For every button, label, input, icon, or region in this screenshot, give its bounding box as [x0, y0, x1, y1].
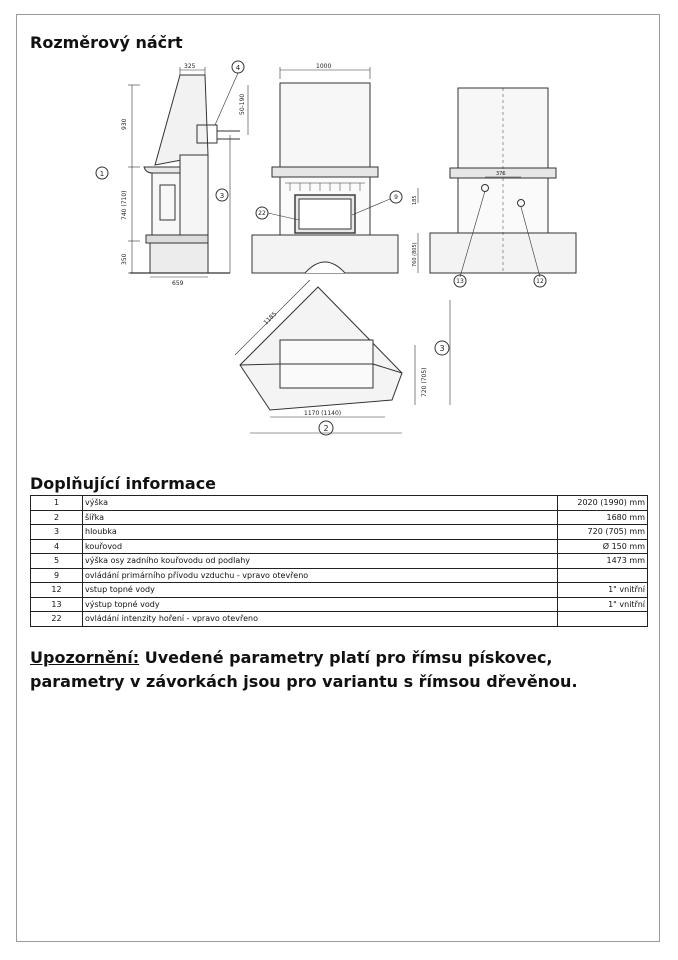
callout-3b: 3: [439, 344, 445, 353]
row-value: 2020 (1990) mm: [558, 496, 648, 511]
dim-720: 720 (705): [421, 367, 428, 397]
row-description: hloubka: [83, 525, 558, 540]
table-row: [31, 597, 648, 612]
dim-659: 659: [172, 280, 184, 287]
row-number: 2: [31, 510, 83, 525]
table-row: [31, 496, 648, 511]
sketch-heading: Rozměrový náčrt: [30, 33, 183, 52]
row-number: 4: [31, 539, 83, 554]
dim-185: 185: [412, 195, 418, 205]
dim-350: 350: [121, 253, 128, 265]
row-description: ovládání primárního přívodu vzduchu - vpravo otevřeno: [83, 568, 558, 583]
row-description: výška osy zadního kouřovodu od podlahy: [83, 554, 558, 569]
row-value: 1" vnitřní: [558, 597, 648, 612]
callout-3: 3: [219, 192, 225, 200]
row-number: 1: [31, 496, 83, 511]
row-description: výška: [83, 496, 558, 511]
dim-930: 930: [121, 118, 128, 130]
table-row: [31, 583, 648, 598]
rear-callouts: [454, 275, 546, 287]
front-view: [252, 67, 398, 273]
dim-760: 760 (805): [412, 242, 418, 267]
table-row: [31, 568, 648, 583]
row-description: kouřovod: [83, 539, 558, 554]
row-number: 22: [31, 612, 83, 627]
row-description: šířka: [83, 510, 558, 525]
table-row: [31, 612, 648, 627]
note-label: Upozornění:: [30, 648, 140, 667]
callout-13: 13: [456, 278, 464, 285]
row-value: 1" vnitřní: [558, 583, 648, 598]
row-number: 5: [31, 554, 83, 569]
callout-4: 4: [235, 64, 241, 72]
row-value: [558, 568, 648, 583]
dim-1185: 1185: [262, 310, 279, 327]
row-value: 1473 mm: [558, 554, 648, 569]
dim-325: 325: [184, 63, 196, 70]
table-row: [31, 525, 648, 540]
row-number: 9: [31, 568, 83, 583]
row-number: 13: [31, 597, 83, 612]
dim-1000: 1000: [316, 63, 332, 70]
row-value: Ø 150 mm: [558, 539, 648, 554]
note-text: Uvedené parametry platí pro římsu pískovec, parametry v závorkách jsou pro variantu s římsou dřevěnou.: [30, 648, 578, 691]
table-row: [31, 554, 648, 569]
callout-1: 1: [99, 170, 105, 178]
rear-view: [418, 88, 576, 277]
callout-22: 22: [258, 210, 266, 217]
dim-50-190: 50-190: [239, 93, 246, 115]
info-table: [30, 495, 648, 627]
row-description: vstup topné vody: [83, 583, 558, 598]
callout-12: 12: [536, 278, 544, 285]
plan-view: [235, 280, 450, 433]
side-view: [128, 67, 248, 277]
row-description: ovládání intenzity hoření - vpravo otevřeno: [83, 612, 558, 627]
callout-9: 9: [394, 194, 398, 201]
table-row: [31, 539, 648, 554]
row-value: [558, 612, 648, 627]
callout-2: 2: [323, 424, 329, 433]
warning-note: [30, 646, 630, 694]
row-description: výstup topné vody: [83, 597, 558, 612]
row-number: 3: [31, 525, 83, 540]
dim-740: 740 (710): [121, 190, 128, 220]
dim-376: 376: [496, 171, 506, 177]
dim-1170: 1170 (1140): [304, 410, 342, 417]
row-value: 720 (705) mm: [558, 525, 648, 540]
table-row: [31, 510, 648, 525]
dimension-drawing: [80, 55, 600, 445]
info-heading: Doplňující informace: [30, 474, 217, 493]
row-value: 1680 mm: [558, 510, 648, 525]
row-number: 12: [31, 583, 83, 598]
